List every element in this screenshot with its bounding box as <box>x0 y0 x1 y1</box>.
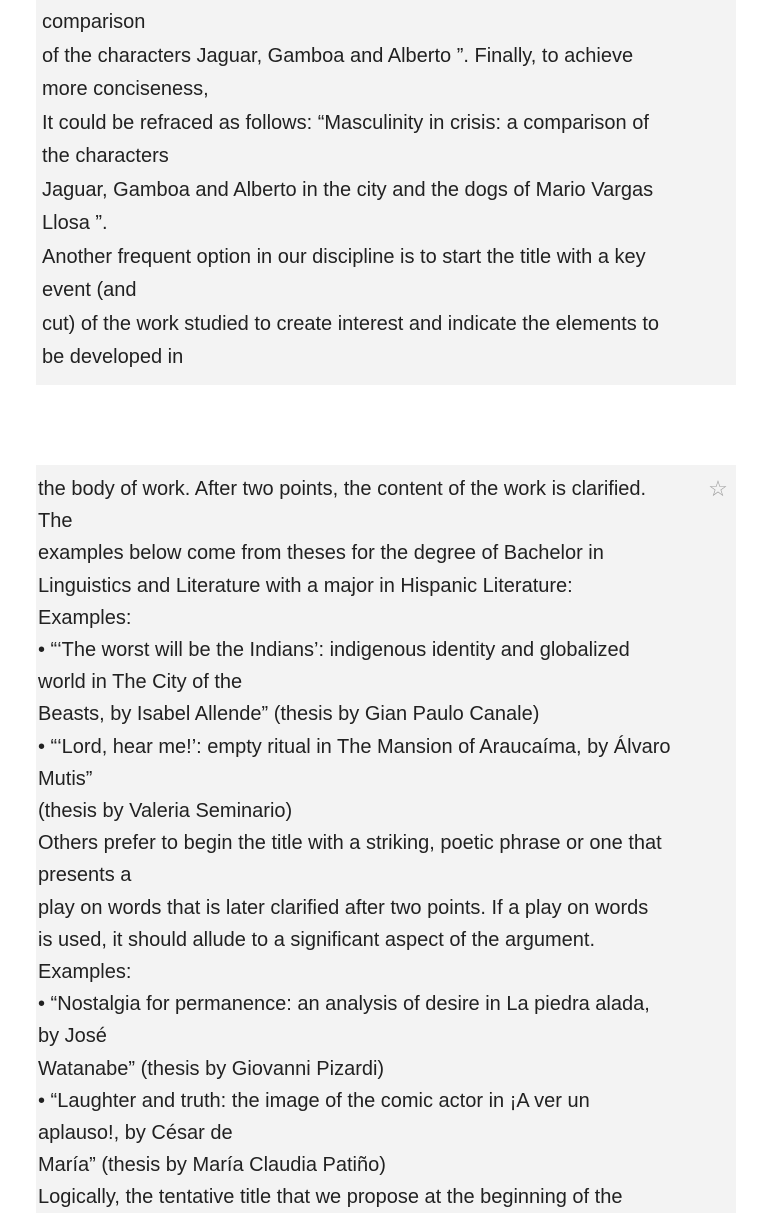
text-line: Jaguar, Gamboa and Alberto in the city and the dogs of Mario Vargas <box>42 178 654 201</box>
text-line: It could be refraced as follows: “Masculinity in crisis: a comparison of <box>42 111 649 134</box>
text-line: Logically, the tentative title that we propose at the beginning of the <box>38 1186 623 1209</box>
text-line: examples below come from theses for the degree of Bachelor in <box>38 542 604 565</box>
text-line: The <box>38 510 73 533</box>
text-block-1 <box>36 0 736 385</box>
text-line: María” (thesis by María Claudia Patiño) <box>38 1154 386 1177</box>
text-line: aplauso!, by César de <box>38 1122 233 1145</box>
text-line: Linguistics and Literature with a major in Hispanic Literature: <box>38 574 573 597</box>
text-line: (thesis by Valeria Seminario) <box>38 800 293 823</box>
text-line: • “‘Lord, hear me!’: empty ritual in The Mansion of Araucaíma, by Álvaro <box>38 735 671 758</box>
text-line: • “Nostalgia for permanence: an analysis of desire in La piedra alada, <box>38 993 650 1016</box>
text-line: comparison <box>42 11 146 33</box>
text-line: the body of work. After two points, the content of the work is clarified. <box>38 478 647 500</box>
text-line: • “‘The worst will be the Indians’: indigenous identity and globalized <box>38 639 630 662</box>
text-line: is used, it should allude to a significant aspect of the argument. <box>38 928 596 951</box>
text-line: event (and <box>42 279 137 301</box>
text-line: Beasts, by Isabel Allende” (thesis by Gian Paulo Canale) <box>38 703 540 726</box>
text-line: Another frequent option in our discipline is to start the title with a key <box>42 245 646 268</box>
text-line: Llosa ”. <box>42 212 108 234</box>
star-icon[interactable]: ☆ <box>708 476 728 501</box>
text-line: Others prefer to begin the title with a striking, poetic phrase or one that <box>38 832 662 855</box>
text-line: play on words that is later clarified after two points. If a play on words <box>38 896 649 919</box>
text-line: • “Laughter and truth: the image of the comic actor in ¡A ver un <box>38 1089 590 1112</box>
text-block-2 <box>36 465 736 1213</box>
text-line: be developed in <box>42 346 184 368</box>
text-line: cut) of the work studied to create interest and indicate the elements to <box>42 312 660 335</box>
text-line: presents a <box>38 864 132 887</box>
text-line: more conciseness, <box>42 78 209 100</box>
text-line: of the characters Jaguar, Gamboa and Alberto ”. Finally, to achieve <box>42 44 634 67</box>
text-line: Mutis” <box>38 767 93 790</box>
text-line: Watanabe” (thesis by Giovanni Pizardi) <box>38 1057 385 1080</box>
text-line: world in The City of the <box>38 671 243 694</box>
text-line: by José <box>38 1025 107 1048</box>
text-line: Examples: <box>38 961 132 984</box>
text-line: Examples: <box>38 606 132 629</box>
text-line: the characters <box>42 145 169 167</box>
